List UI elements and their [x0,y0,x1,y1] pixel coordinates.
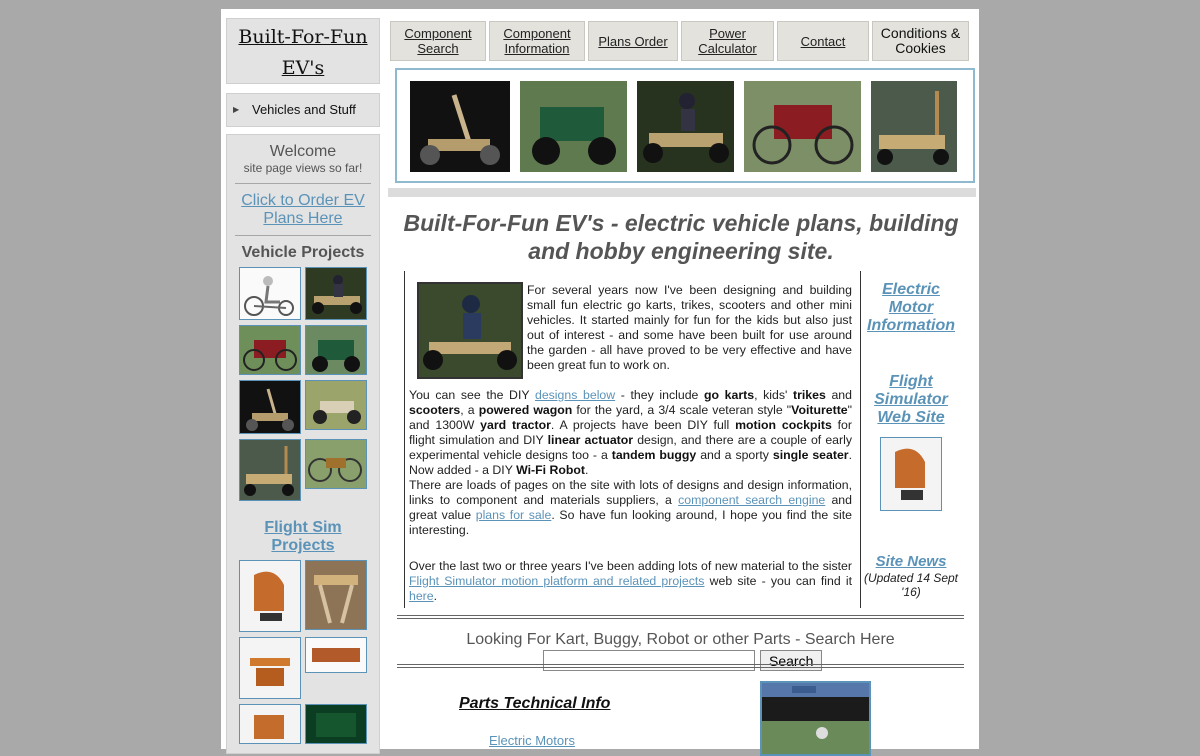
scooter-image [240,381,300,433]
divider [235,183,371,184]
left-info-box [226,134,380,754]
video-player-thumb[interactable] [760,681,871,756]
image-spacer [409,283,527,387]
separator-bar [388,188,976,197]
intro-paragraph-2: You can see the DIY designs below - they include go karts, kids' trikes and scooters, a powered wagon for the yard, a 3/4 scale veteran style "Voiturette" and 1300W yard tractor. A projects have been DIY full motion cockpits for flight simulation and DIY linear actuator design, and there are a couple of early experimental vehicle designs too - a tandem buggy and a sporty single seater. Now added - a DIY Wi-Fi Robot. [409,388,853,477]
designs-below-link[interactable]: designs below [534,388,616,402]
side-links [861,281,961,599]
actuator-thumb[interactable] [239,637,301,699]
flight-sim-projects-link[interactable]: Flight Sim Projects [264,519,342,554]
buggy-thumb[interactable] [305,380,367,430]
divider [235,235,371,236]
tractor-image [306,326,366,374]
kart-boy-thumb[interactable] [305,267,367,320]
nav-power-calculator[interactable]: Power Calculator [681,21,774,61]
triangle-right-icon: ▶ [233,105,240,114]
vehicles-menu-item[interactable] [226,93,380,127]
nav-component-search[interactable]: Component Search [390,21,486,61]
plans-for-sale-link[interactable]: plans for sale [475,508,552,522]
scooter-photo [410,81,510,172]
site-title-line2[interactable]: EV's [281,57,325,79]
banner-voiturette-photo[interactable] [744,81,861,172]
circuit-image [306,705,366,743]
platform-image [306,561,366,629]
news-updated-text: (Updated 14 Sept '16) [863,571,959,599]
motor-info-link[interactable]: Electric Motor Information [867,281,955,334]
flight-cockpit-image [881,438,941,510]
kart-boy-image [306,268,366,319]
page-headline: Built-For-Fun EV's - electric vehicle plans, building and hobby engineering site. [403,210,959,264]
cockpit-thumb[interactable] [239,560,301,632]
kart-sketch-thumb[interactable] [239,267,301,320]
wagon-photo [871,81,957,172]
flight-sim-projects-text-link[interactable]: Flight Simulator motion platform and related projects [409,574,705,588]
motion-base-image [306,638,366,672]
nav-conditions-cookies[interactable]: Conditions & Cookies [872,21,969,61]
nav-contact[interactable]: Contact [777,21,869,61]
seat-image [240,705,300,743]
banner-scooter-photo[interactable] [410,81,510,172]
flight-sim-thumbs [235,560,371,744]
motion-base-thumb[interactable] [305,637,367,673]
circuit-thumb[interactable] [305,704,367,744]
here-link[interactable]: here [409,589,434,603]
intro-section [404,271,861,608]
tandem-image [306,440,366,488]
flight-sim-site-link[interactable]: Flight Simulator Web Site [874,373,948,426]
kart-photo [637,81,734,172]
double-rule [397,615,964,619]
site-logo-title[interactable] [226,18,380,84]
electric-motors-link[interactable]: Electric Motors [489,733,575,748]
top-navigation [390,21,969,61]
search-button[interactable]: Search [760,650,822,671]
page-container [221,9,979,749]
red-car-image [240,326,300,374]
red-voiturette-thumb[interactable] [239,325,301,375]
wagon-thumb[interactable] [239,439,301,501]
banner-tractor-photo[interactable] [520,81,627,172]
order-plans-link[interactable]: Click to Order EV Plans Here [241,192,365,227]
banner-kart-photo[interactable] [637,81,734,172]
seat-thumb[interactable] [239,704,301,744]
nav-plans-order[interactable]: Plans Order [588,21,678,61]
intro-paragraph-4: Over the last two or three years I've been adding lots of new material to the sister Flight Simulator motion platform and related projects web site - you can find it here. [409,559,852,603]
tractor-photo [520,81,627,172]
page-views-text: site page views so far! [243,161,363,175]
voiturette-photo [744,81,861,172]
photo-banner [395,68,975,183]
wagon-image [240,440,300,500]
buggy-image [306,381,366,429]
vehicles-menu-label: Vehicles and Stuff [252,102,356,117]
vehicle-projects-heading: Vehicle Projects [241,244,365,261]
green-tractor-thumb[interactable] [305,325,367,375]
left-column [226,18,380,754]
nav-component-information[interactable]: Component Information [489,21,585,61]
kart-sketch-image [240,268,300,319]
welcome-title: Welcome [269,143,337,160]
actuator-image [240,638,300,698]
banner-wagon-photo[interactable] [871,81,957,172]
cockpit-image [240,561,300,631]
scooter-thumb[interactable] [239,380,301,434]
flight-sim-site-thumb[interactable] [880,437,942,511]
platform-thumb[interactable] [305,560,367,630]
double-rule [397,664,964,668]
video-screenshot [762,683,869,754]
intro-paragraph-3: There are loads of pages on the site with lots of designs and design information, links to component and materials suppliers, a component search engine and great value plans for sale. So have fun looking around, I hope you find the site interesting. [409,478,853,537]
tandem-buggy-thumb[interactable] [305,439,367,489]
component-search-engine-link[interactable]: component search engine [678,493,826,507]
site-title-line1[interactable]: Built-For-Fun [238,26,368,48]
vehicle-thumbs [235,267,371,501]
parts-technical-info-heading: Parts Technical Info [459,695,611,712]
intro-paragraph-1: For several years now I've been designing and building small fun electric go karts, trikes, scooters and other mini vehicles. It started mainly for fun for the kids but also just out of interest - and some have been built for use around the garden - all have proved to be very effective and have been great fun to work on. [527,283,852,372]
intro-text [409,283,852,604]
search-title: Looking For Kart, Buggy, Robot or other Parts - Search Here [466,631,895,648]
site-news-link[interactable]: Site News [875,553,947,570]
